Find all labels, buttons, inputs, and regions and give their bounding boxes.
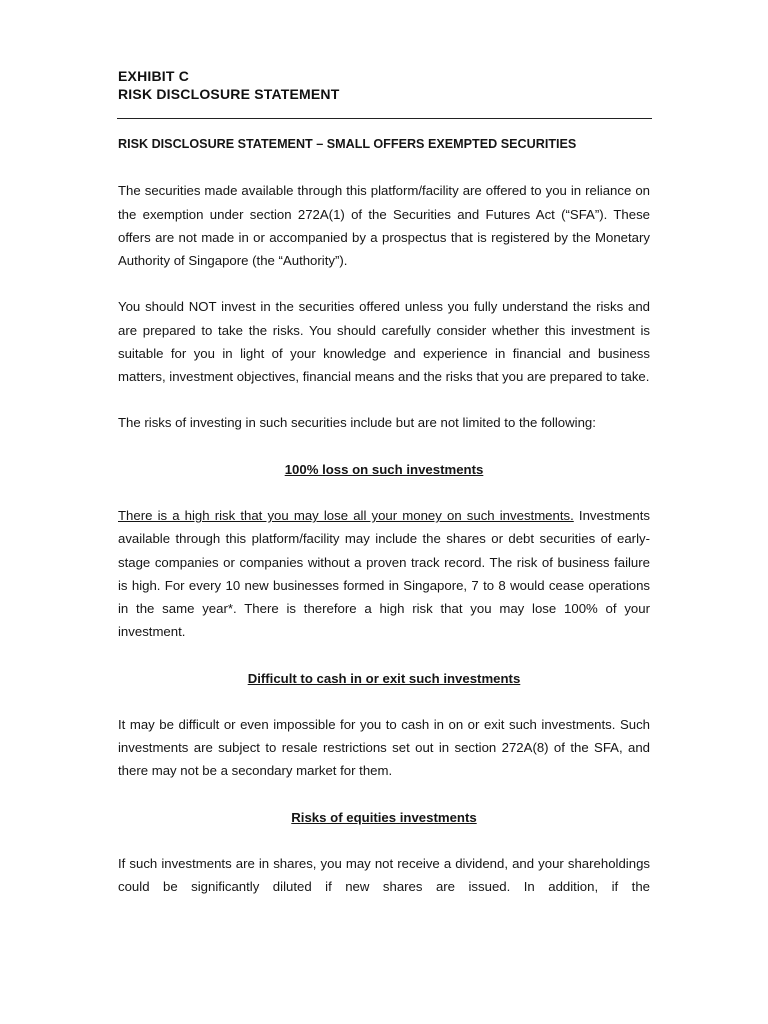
exhibit-header	[118, 67, 658, 103]
spacer	[118, 481, 650, 504]
spacer	[118, 388, 650, 411]
spacer	[118, 272, 650, 295]
section-heading-exit: Difficult to cash in or exit such investments	[247, 670, 521, 686]
section-heading-total-loss: 100% loss on such investments	[284, 461, 484, 477]
warning-paragraph: You should NOT invest in the securities offered unless you fully understand the risks and are prepared to take the risks. You should carefully consider whether this investment is suitable for you in light of your knowledge and experience in financial and business matters, investment objectives, financial means and the risks that you are prepared to take.	[118, 299, 650, 384]
spacer	[118, 783, 650, 806]
document-body	[118, 133, 650, 899]
header-divider	[117, 118, 652, 119]
intro-paragraph: The securities made available through this platform/facility are offered to you in reliance on the exemption under section 272A(1) of the Securities and Futures Act (“SFA”). These offers are not made in or accompanied by a prospectus that is registered by the Monetary Authority of Singapore (the “Authority”).	[118, 183, 650, 268]
paragraph-text: Investments available through this platform/facility may include the shares or debt securities of early-stage companies or companies without a proven track record. The risk of business failure is high. For every 10 new businesses formed in Singapore, 7 to 8 would cease operations in the same year*. There is therefore a high risk that you may lose 100% of your investment.	[118, 508, 650, 640]
section-heading-equities: Risks of equities investments	[291, 809, 477, 825]
risks-intro-paragraph: The risks of investing in such securities include but are not limited to the following:	[118, 415, 596, 431]
section-paragraph-equities: If such investments are in shares, you may not receive a dividend, and your shareholdings could be significantly diluted if new shares are issued. In addition, if the	[118, 856, 650, 895]
exhibit-label: EXHIBIT C	[118, 68, 190, 84]
spacer	[118, 156, 650, 179]
spacer	[118, 829, 650, 852]
lead-sentence: There is a high risk that you may lose all your money on such investments.	[118, 508, 574, 524]
exhibit-title: RISK DISCLOSURE STATEMENT	[118, 86, 340, 102]
spacer	[118, 435, 650, 458]
spacer	[118, 690, 650, 713]
section-paragraph-exit: It may be difficult or even impossible for you to cash in on or exit such investments. Such investments are subject to resale restrictions set out in section 272A(8) of the SFA, and there may not be a secondary market for them.	[118, 716, 650, 779]
section-paragraph-total-loss	[118, 504, 650, 643]
document-heading: RISK DISCLOSURE STATEMENT – SMALL OFFERS EXEMPTED SECURITIES	[118, 137, 577, 151]
spacer	[118, 643, 650, 666]
